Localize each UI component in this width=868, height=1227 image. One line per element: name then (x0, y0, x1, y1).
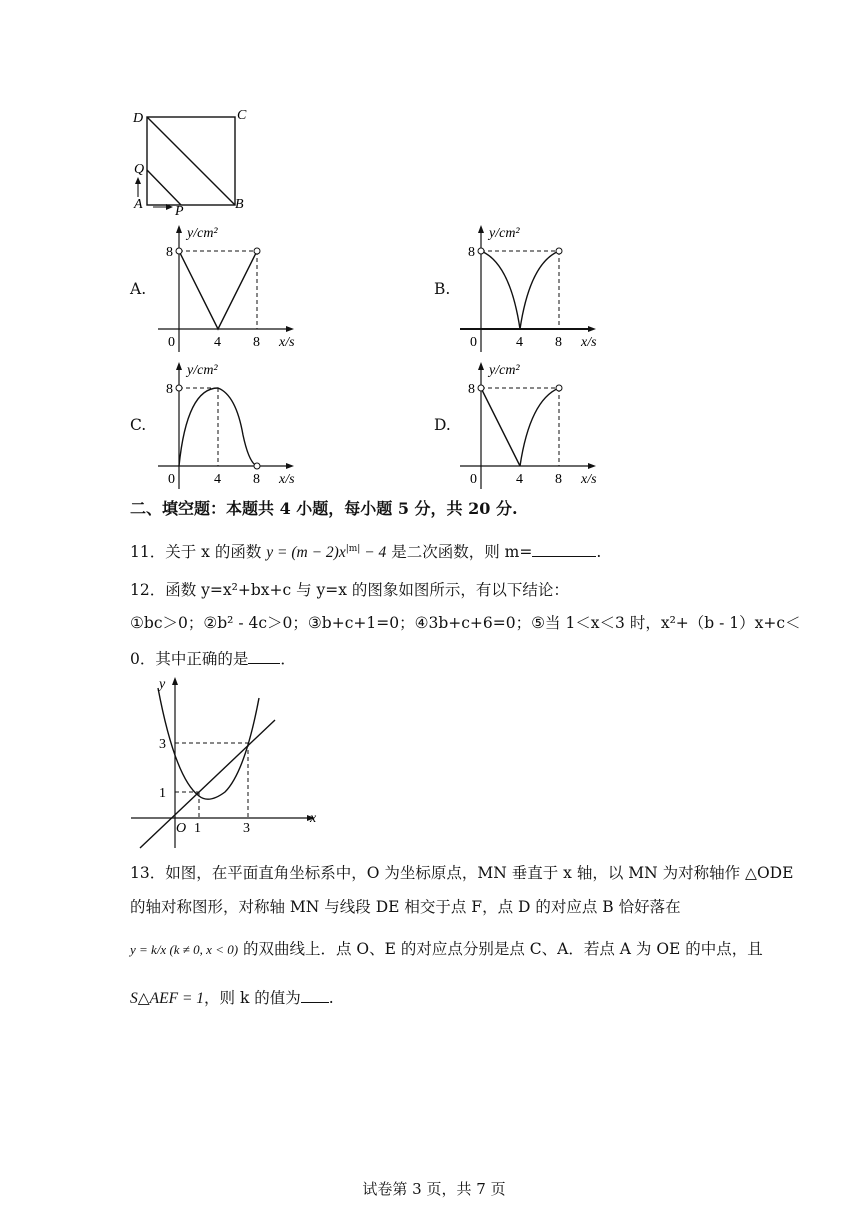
q11-end: . (596, 543, 602, 562)
q12-line2: ①bc＞0；②b² - 4c＞0；③b+c+1=0；④3b+c+6=0；⑤当 1＜x＜3 时，x²+（b - 1）x+c＜ (130, 614, 801, 632)
q13-line4 (130, 986, 334, 1010)
q12-line3 (130, 647, 296, 670)
choice-a-tick8: 8 (253, 335, 260, 350)
choice-d-tick8: 8 (555, 472, 562, 487)
q12-line3-text: 0．其中正确的是 (130, 650, 249, 668)
choice-d-ymark: 8 (468, 382, 475, 397)
choice-b-tick8: 8 (555, 335, 562, 350)
label-C: C (237, 108, 247, 123)
choice-c-xlabel: x/s (279, 472, 295, 487)
choice-b-tick0: 0 (470, 335, 477, 350)
choice-c-tick8: 8 (253, 472, 260, 487)
q12-graph-x1: 1 (194, 821, 201, 836)
square-figure (125, 100, 265, 220)
label-A: A (134, 197, 143, 212)
q13-line3 (130, 938, 763, 961)
q11-formula: y = (m − 2)x (266, 544, 346, 562)
label-Q: Q (134, 162, 145, 177)
choice-b-tick4: 4 (516, 335, 523, 350)
q13-hyperbola-formula: y = k/x (k ≠ 0, x < 0) (130, 942, 239, 957)
choice-d-letter[interactable]: D. (434, 416, 451, 434)
choice-c-letter[interactable]: C. (130, 416, 147, 434)
q13-line3-text: 的双曲线上．点 O、E 的对应点分别是点 C、A．若点 A 为 OE 的中点，且 (243, 940, 763, 958)
label-D: D (133, 111, 144, 126)
q12-graph-x3: 3 (243, 821, 250, 836)
q12-line1: 12．函数 y=x²+bx+c 与 y=x 的图象如图所示，有以下结论： (130, 581, 569, 599)
choice-a-xlabel: x/s (279, 335, 295, 350)
choice-b-ylabel: y/cm² (489, 226, 520, 241)
choice-b-graph (452, 218, 612, 358)
q13-line4-text: ，则 k 的值为 (204, 989, 301, 1007)
q11-mid: 是二次函数，则 m= (391, 543, 533, 562)
label-P: P (175, 204, 184, 219)
section-heading: 二、填空题：本题共 4 小题，每小题 5 分，共 20 分. (130, 499, 518, 518)
choice-d-ylabel: y/cm² (489, 363, 520, 378)
choice-c-graph (150, 355, 310, 495)
choice-d-tick0: 0 (470, 472, 477, 487)
q13-line4-end: . (328, 989, 334, 1007)
q11-pre: 11．关于 x 的函数 (130, 543, 262, 562)
choice-d-tick4: 4 (516, 472, 523, 487)
choice-b-letter[interactable]: B. (434, 280, 451, 298)
q13-answer-blank[interactable] (301, 986, 329, 1003)
choice-a-graph (150, 218, 310, 358)
choice-a-tick4: 4 (214, 335, 221, 350)
choice-a-ymark: 8 (166, 245, 173, 260)
choice-b-ymark: 8 (468, 245, 475, 260)
page-footer: 试卷第 3 页，共 7 页 (362, 1180, 506, 1198)
q12-graph-x: x (310, 811, 317, 826)
question-11 (130, 538, 601, 564)
q12-graph (125, 668, 335, 853)
label-B: B (235, 197, 244, 212)
q12-line3-end: ． (280, 650, 296, 668)
q11-exponent: |m| (345, 544, 361, 554)
q13-line2: 的轴对称图形，对称轴 MN 与线段 DE 相交于点 F，点 D 的对应点 B 恰好落在 (130, 898, 681, 916)
q12-graph-origin: O (176, 821, 187, 836)
choice-c-ylabel: y/cm² (187, 363, 218, 378)
q11-answer-blank[interactable] (532, 540, 596, 557)
q12-graph-y: y (159, 677, 166, 692)
q13-area-formula: S△AEF = 1 (130, 990, 205, 1007)
choice-c-tick0: 0 (168, 472, 175, 487)
choice-a-tick0: 0 (168, 335, 175, 350)
choice-a-letter[interactable]: A. (130, 280, 147, 298)
choice-d-graph (452, 355, 612, 495)
choice-c-ymark: 8 (166, 382, 173, 397)
q12-answer-blank[interactable] (248, 647, 280, 664)
choice-b-xlabel: x/s (581, 335, 597, 350)
q12-graph-y1: 1 (159, 786, 166, 801)
choice-a-ylabel: y/cm² (187, 226, 218, 241)
choice-c-tick4: 4 (214, 472, 221, 487)
q12-graph-y3: 3 (159, 737, 166, 752)
choice-d-xlabel: x/s (581, 472, 597, 487)
q13-line1: 13．如图，在平面直角坐标系中，O 为坐标原点，MN 垂直于 x 轴，以 MN 为对称轴作 △ODE (130, 864, 794, 882)
q11-formula-tail: − 4 (360, 544, 387, 562)
